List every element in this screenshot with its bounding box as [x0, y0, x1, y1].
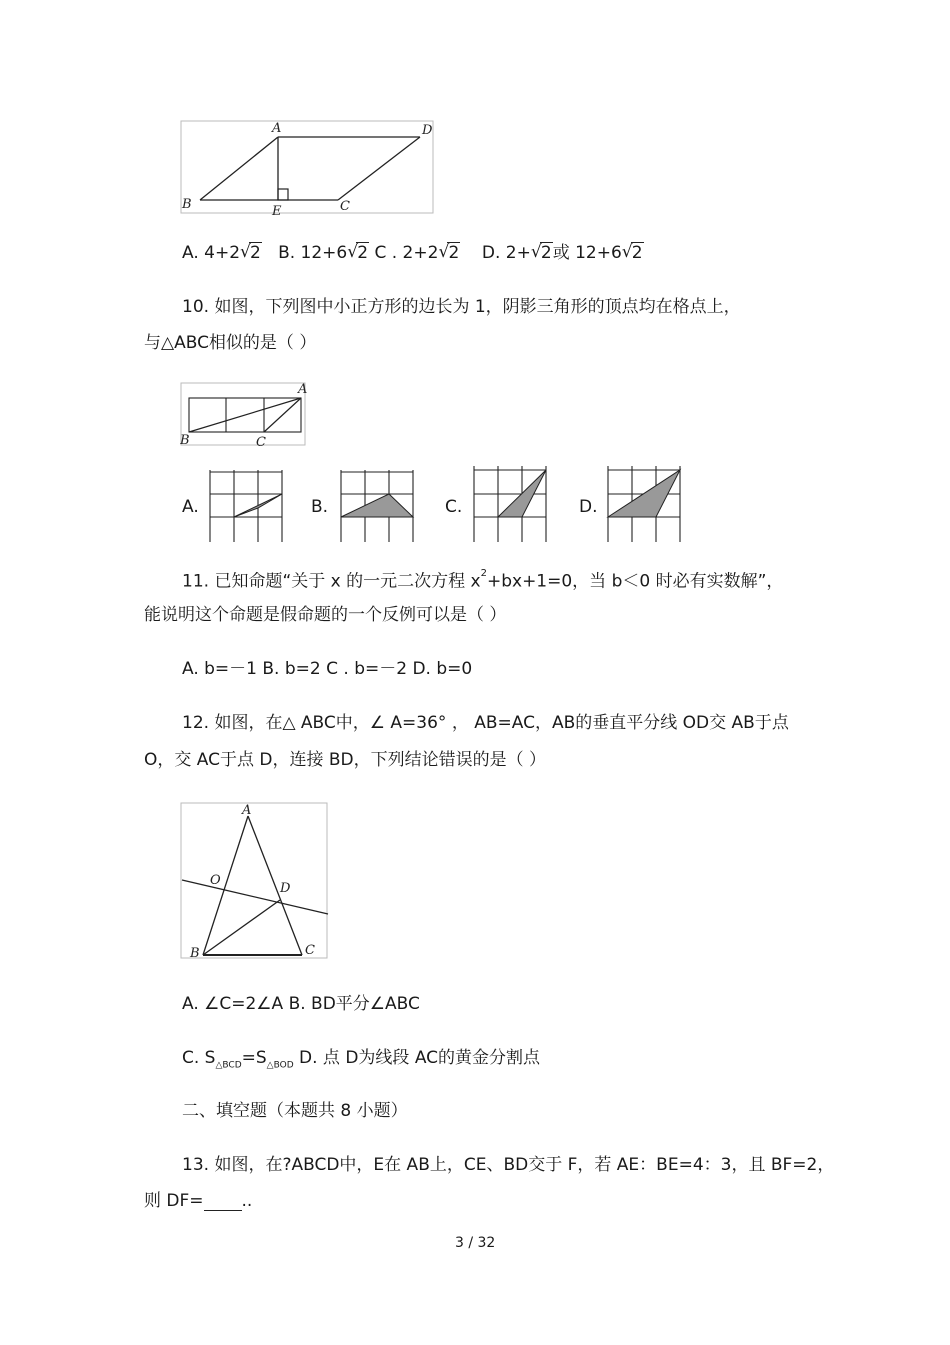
label-E: E [272, 204, 282, 216]
q9-parallelogram-figure [180, 120, 436, 220]
answer-blank [204, 1194, 242, 1211]
sqrt-2: √ 2 [438, 243, 460, 263]
q10-option-a-grid [206, 470, 286, 546]
label-C: C [256, 435, 266, 448]
label-B: B [180, 433, 190, 448]
q9-option-b: B. 12+6 [278, 243, 348, 263]
label-A: A [272, 121, 282, 136]
q11-line2: 能说明这个命题是假命题的一个反例可以是（ ） [144, 605, 507, 625]
q10-line2: 与△ABC相似的是（ ） [144, 333, 317, 353]
q9-option-a: A. 4+2 [182, 243, 241, 263]
q10-option-b-label: B. [311, 497, 329, 517]
q12-line1: 12. 如图，在△ ABC中，∠ A=36° ， AB=AC，AB的垂直平分线 OD交 AB于点 [182, 713, 789, 733]
sqrt-2: √ 2 [240, 243, 262, 263]
q10-abc-grid-figure [180, 382, 308, 452]
q9-options: A. 4+2√ 2 B. 12+6√ 2 C . 2+2√ 2 D. 2+√ 2或 12+6√ 2 [182, 243, 644, 263]
q10-option-c-label: C. [445, 497, 463, 517]
q13-line2: 则 DF= .. [144, 1191, 253, 1211]
q12-options-cd: C. $S_{\triangle BCD}=S_{\triangle BOD}$ D. 点 D为线段 AC的黄金分割点 [182, 1048, 541, 1071]
q12-line2: O，交 AC于点 D，连接 BD，下列结论错误的是（ ） [144, 750, 547, 770]
label-C: C [305, 943, 315, 958]
q13-line1: 13. 如图，在?ABCD中，E在 AB上，CE、BD交于 F，若 AE：BE=4：3，且 BF=2， [182, 1155, 835, 1175]
q9-option-c: C . 2+2 [374, 243, 439, 263]
q12-triangle-figure [180, 802, 332, 966]
label-A: A [242, 803, 252, 818]
q11-options: A. b=－1 B. b=2 C . b=－2 D. b=0 [182, 659, 473, 679]
label-D: D [422, 123, 433, 138]
q12-options-ab: A. ∠C=2∠A B. BD平分∠ABC [182, 994, 420, 1014]
q10-option-d-label: D. [579, 497, 598, 517]
q10-option-a-label: A. [182, 497, 199, 517]
section-heading: 二、填空题（本题共 8 小题） [182, 1101, 408, 1121]
label-O: O [210, 873, 221, 888]
label-B: B [182, 197, 192, 212]
q10-option-b-grid [337, 470, 417, 546]
label-D: D [280, 881, 291, 896]
q10-option-d-grid [604, 466, 684, 546]
q10-line1: 10. 如图，下列图中小正方形的边长为 1，阴影三角形的顶点均在格点上， [182, 297, 741, 317]
q11-line1: 11. 已知命题“关于 x 的一元二次方程 $x^2+bx+1=0$，当 b＜0 时必有实数解”， [182, 568, 784, 592]
label-C: C [340, 199, 350, 214]
page-number: 3 / 32 [455, 1235, 496, 1251]
label-B: B [190, 946, 200, 961]
sqrt-2: √ 2 [347, 243, 369, 263]
label-A: A [298, 382, 308, 397]
sqrt-2: √ 2 [531, 243, 553, 263]
q9-option-d: D. 2+ [481, 243, 531, 263]
q10-option-c-grid [470, 466, 550, 546]
sqrt-2: √ 2 [622, 243, 644, 263]
